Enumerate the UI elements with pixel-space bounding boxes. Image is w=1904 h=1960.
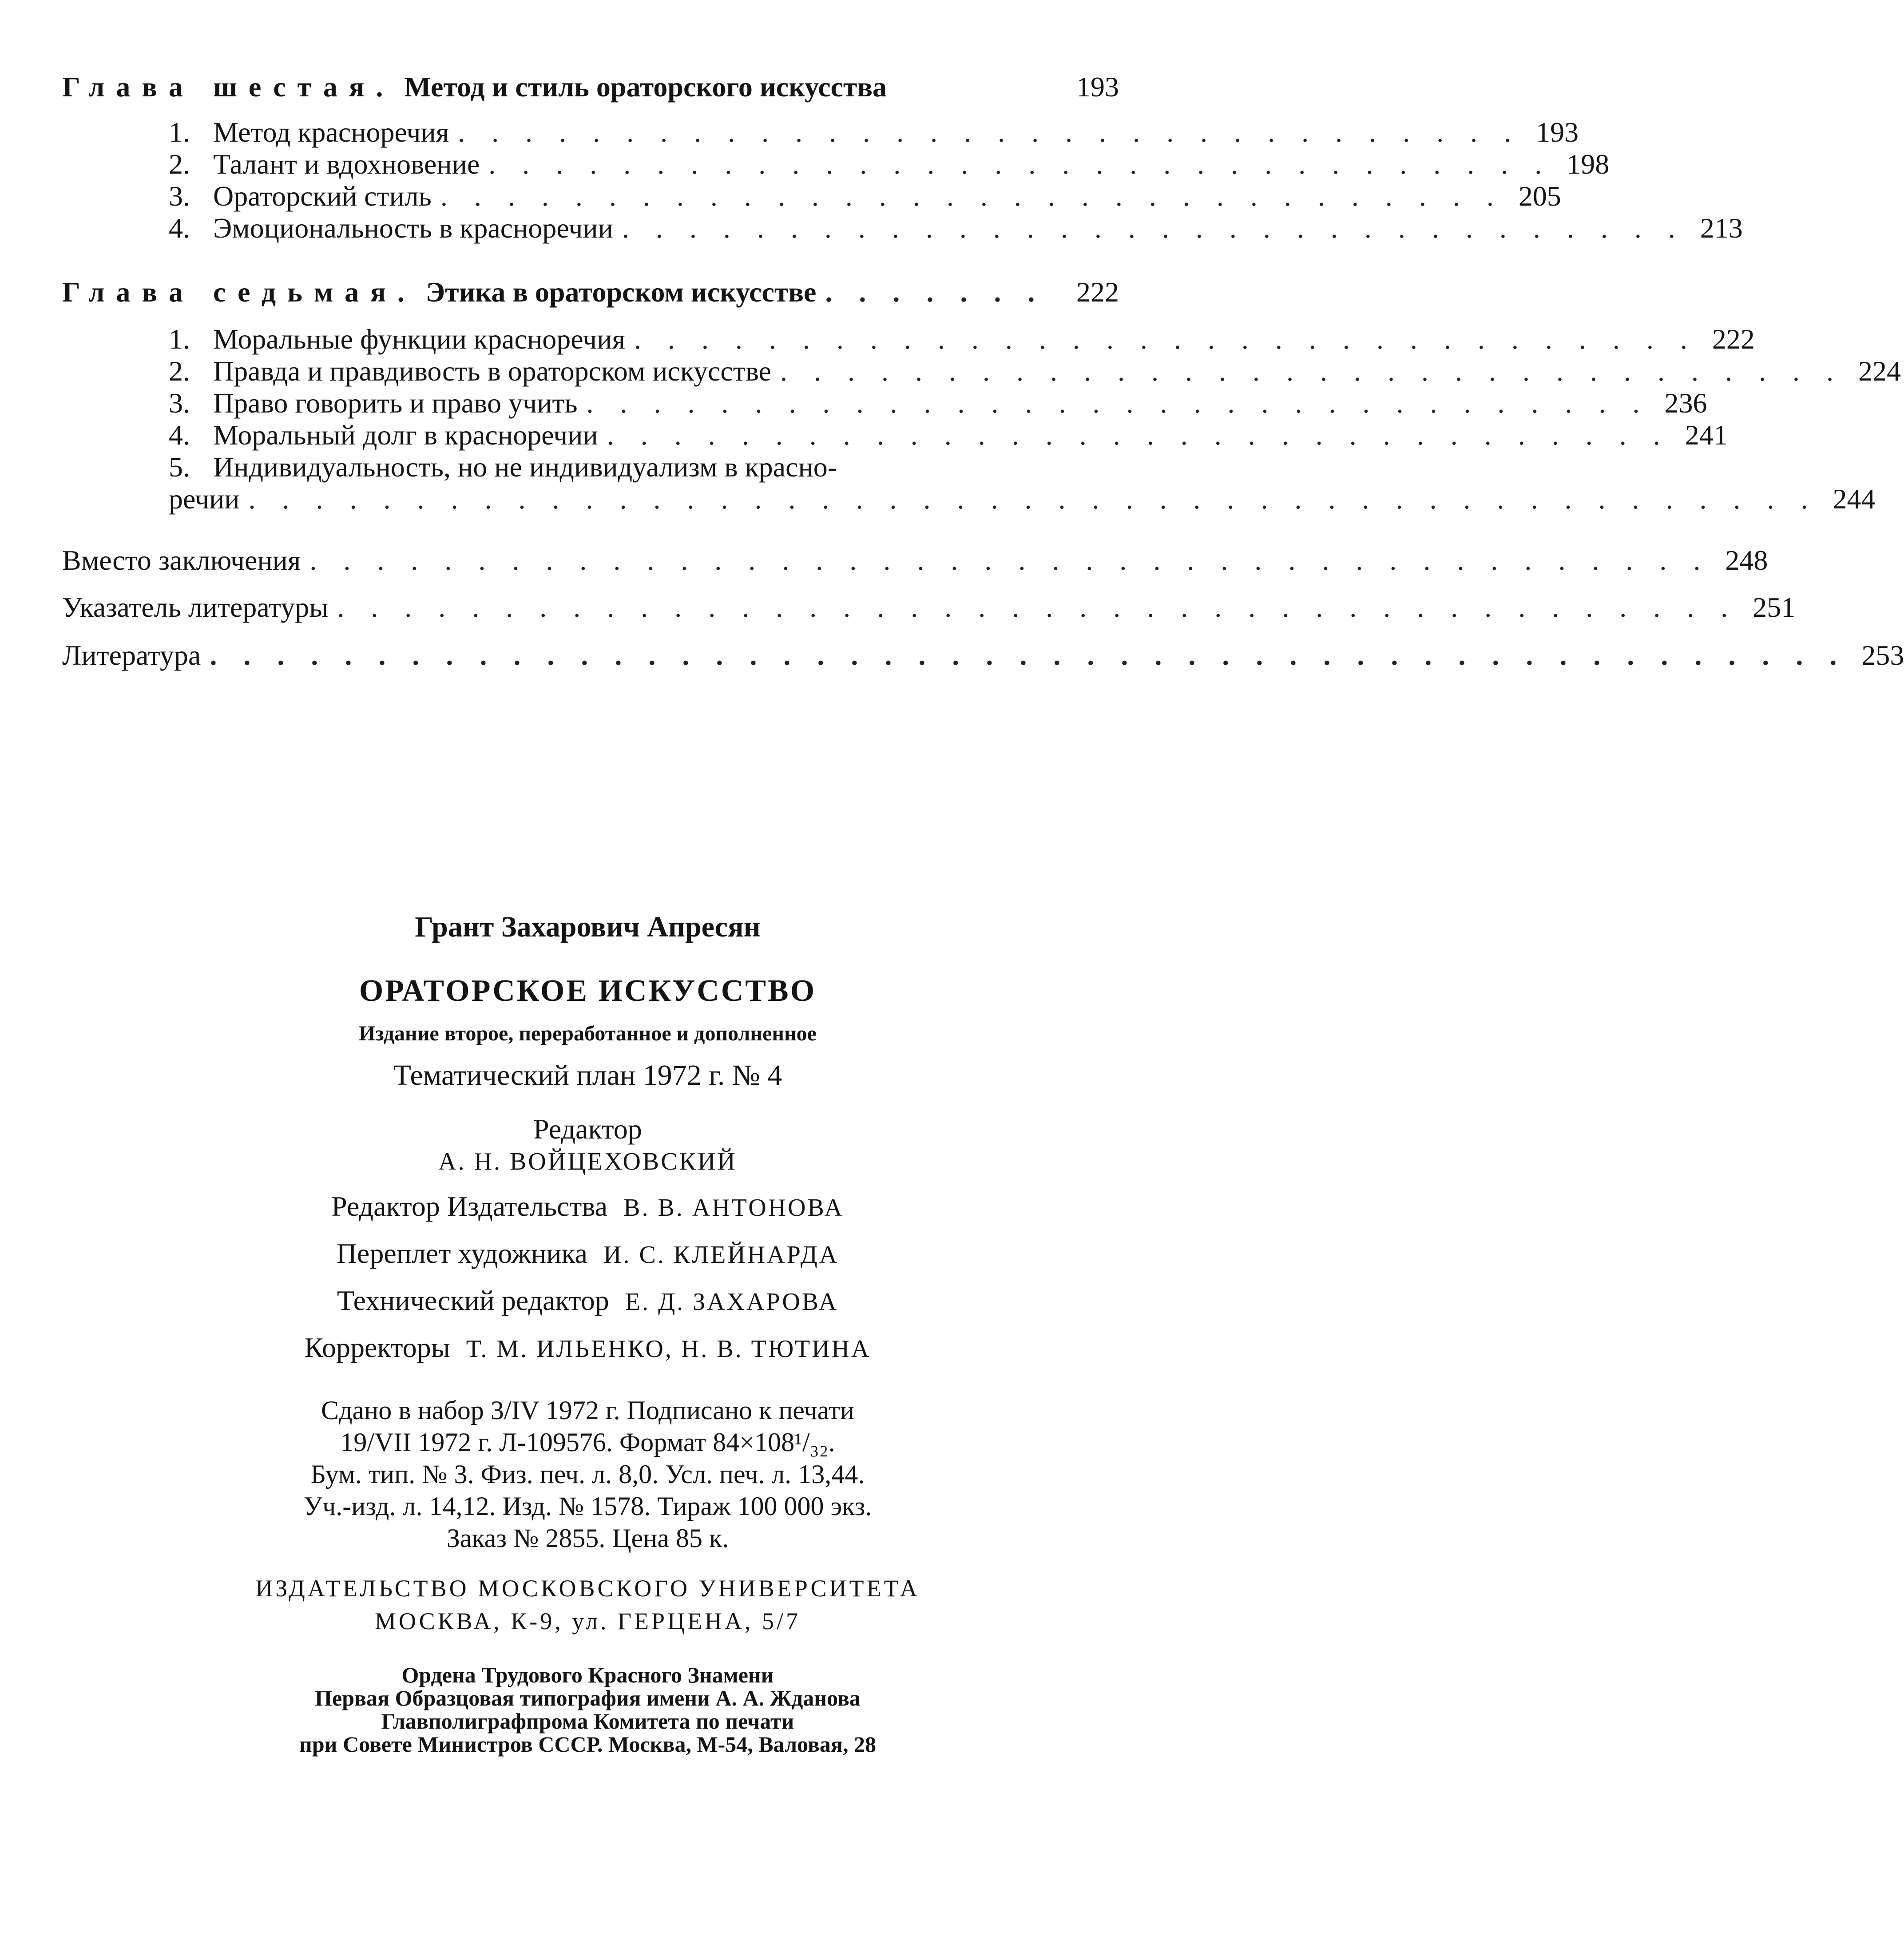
toc-item-title: Правда и правдивость в ораторском искусстве: [213, 355, 771, 387]
toc-item-page: 193: [1536, 116, 1579, 148]
toc-leader: . . . . . . . . . . . . . . . . . . . . . . . . . . . . . . . .: [586, 387, 1650, 419]
cover-artist-credit: [0, 1237, 1175, 1270]
toc-back-title: Литература: [62, 639, 201, 671]
toc-back-matter[interactable]: [62, 544, 1768, 576]
technical-editor-label: Технический редактор: [337, 1285, 609, 1316]
chapter-7-label: Глава седьмая.: [62, 276, 416, 308]
print-info-line: Уч.-изд. л. 14,12. Изд. № 1578. Тираж 100 000 экз.: [303, 1492, 872, 1521]
publishing-editor-name: В. В. АНТОНОВА: [623, 1194, 844, 1222]
correctors-label: Корректоры: [304, 1332, 450, 1363]
toc-item-number: 1.: [169, 323, 190, 355]
toc-back-matter[interactable]: [62, 639, 1904, 671]
toc-chapter-6[interactable]: [62, 71, 1119, 103]
toc-item-number: 4.: [169, 419, 190, 451]
publishing-editor-credit: [0, 1190, 1175, 1223]
print-info-line: 19/VII 1972 г. Л-109576. Формат 84×108¹/₃₂.: [340, 1428, 835, 1457]
toc-item-wrapped[interactable]: [169, 451, 1119, 483]
toc-item-page: 224: [1858, 355, 1901, 387]
toc-item[interactable]: [169, 180, 1561, 212]
toc-item-page: 213: [1700, 212, 1743, 244]
toc-item-continuation[interactable]: [169, 483, 1876, 515]
chapter-6-page: 193: [1076, 71, 1119, 103]
cover-artist-label: Переплет художника: [336, 1238, 588, 1269]
toc-leader: . . . . . . . . . . . . . . . . . . . . . . . . . . . . . . . . . . . . . . . . . .: [309, 544, 1710, 576]
toc-leader: . . . . . . . . . . . . . . . . . . . . . . . . . . . . . . . .: [634, 323, 1697, 355]
toc-item[interactable]: [169, 387, 1707, 419]
chapter-7-title: Этика в ораторском искусстве: [425, 276, 817, 308]
toc-leader: . . . . . . . . . . . . . . . . . . . . . . . . . . . . . . . . . . . . . . . . . .: [337, 591, 1738, 623]
chapter-7-page: 222: [1076, 276, 1119, 308]
toc-item[interactable]: [169, 355, 1901, 387]
toc-item-number: 1.: [169, 116, 190, 148]
toc-item-page: 205: [1518, 180, 1561, 212]
toc-item-title: Право говорить и право учить: [213, 387, 578, 419]
toc-back-title: Вместо заключения: [62, 544, 301, 576]
toc-item-page: 198: [1567, 148, 1610, 180]
technical-editor-credit: [0, 1284, 1175, 1317]
publisher-name: ИЗДАТЕЛЬСТВО МОСКОВСКОГО УНИВЕРСИТЕТА: [255, 1575, 920, 1602]
technical-editor-name: Е. Д. ЗАХАРОВА: [625, 1288, 839, 1316]
toc-leader: . . . . . . . . . . . . . . . . . . . . . . . . . . . . . . . .: [607, 419, 1670, 451]
book-title: ОРАТОРСКОЕ ИСКУССТВО: [359, 974, 817, 1008]
toc-back-page: 253: [1861, 639, 1904, 671]
toc-item[interactable]: [169, 116, 1579, 148]
editor-name: А. Н. ВОЙЦЕХОВСКИЙ: [438, 1148, 737, 1175]
printer-line: при Совете Министров СССР. Москва, М-54, Валовая, 28: [299, 1732, 876, 1757]
toc-leader: . . . . . . . . . . . . . . . . . . . . . . . . . . . . . . . . . . . . . . . . . . . . . . .: [248, 483, 1818, 515]
toc-item-title: Ораторский стиль: [213, 180, 432, 212]
toc-back-title: Указатель литературы: [62, 591, 329, 623]
cover-artist-name: И. С. КЛЕЙНАРДА: [603, 1241, 839, 1269]
print-info-line: Сдано в набор 3/IV 1972 г. Подписано к печати: [321, 1396, 855, 1425]
thematic-plan: Тематический план 1972 г. № 4: [393, 1059, 782, 1091]
toc-leader: . . . . . . . . . . . . . . . . . . . . . . . . . . . . . . . .: [622, 212, 1685, 244]
toc-item-number: 5.: [169, 451, 190, 483]
toc-item-title: Метод красноречия: [213, 116, 449, 148]
toc-leader: . . . . . . . . . . . . . . . . . . . . . . . . . . . . . . . .: [488, 148, 1552, 180]
toc-leader: . . . . . . . . . . . . . . . . . . . . . . . . . . . . . . . . . . . . . . . . . . . . . . . . .: [210, 639, 1847, 671]
toc-item-title: Индивидуальность, но не индивидуализм в красно-: [213, 451, 837, 483]
toc-item[interactable]: [169, 323, 1755, 355]
printer-line: Главполиграфпрома Комитета по печати: [381, 1709, 794, 1734]
toc-item-title-cont: речии: [169, 483, 240, 515]
printer-line: Ордена Трудового Красного Знамени: [401, 1662, 774, 1687]
toc-item-number: 3.: [169, 180, 190, 212]
editor-label: Редактор: [533, 1113, 642, 1145]
toc-item-title: Талант и вдохновение: [213, 148, 480, 180]
chapter-6-title: Метод и стиль ораторского искусства: [404, 71, 887, 103]
toc-item-page: 222: [1712, 323, 1755, 355]
author-name: Грант Захарович Апресян: [415, 911, 761, 943]
toc-item-page: 244: [1833, 483, 1876, 515]
toc-leader: . . . . . . . . . . . . . . . . . . . . . . . . . . . . . . . .: [440, 180, 1503, 212]
toc-item-title: Эмоциональность в красноречии: [213, 212, 613, 244]
chapter-6-label: Глава шестая.: [62, 71, 395, 103]
toc-item[interactable]: [169, 148, 1610, 180]
toc-back-matter[interactable]: [62, 591, 1796, 623]
edition-note: Издание второе, переработанное и дополненное: [359, 1022, 817, 1045]
toc-item[interactable]: [169, 212, 1743, 244]
toc-item-title: Моральный долг в красноречии: [213, 419, 598, 451]
toc-item-page: 241: [1685, 419, 1728, 451]
print-info-line: Бум. тип. № 3. Физ. печ. л. 8,0. Усл. печ. л. 13,44.: [310, 1460, 865, 1489]
publishing-editor-label: Редактор Издательства: [331, 1190, 608, 1222]
toc-leader: . . . . . . .: [825, 276, 1045, 308]
toc-back-page: 248: [1725, 544, 1768, 576]
correctors-names: Т. М. ИЛЬЕНКО, Н. В. ТЮТИНА: [466, 1335, 871, 1363]
toc-item[interactable]: [169, 419, 1728, 451]
toc-item-page: 236: [1664, 387, 1707, 419]
toc-item-number: 4.: [169, 212, 190, 244]
printer-line: Первая Образцовая типография имени А. А. Жданова: [315, 1686, 861, 1710]
toc-item-title: Моральные функции красноречия: [213, 323, 625, 355]
toc-item-number: 2.: [169, 355, 190, 387]
toc-back-page: 251: [1753, 591, 1796, 623]
toc-leader: . . . . . . . . . . . . . . . . . . . . . . . . . . . . . . . .: [780, 355, 1843, 387]
toc-item-number: 3.: [169, 387, 190, 419]
print-info-line: Заказ № 2855. Цена 85 к.: [446, 1524, 729, 1553]
toc-leader: . . . . . . . . . . . . . . . . . . . . . . . . . . . . . . . .: [458, 116, 1521, 148]
toc-item-number: 2.: [169, 148, 190, 180]
correctors-credit: [0, 1331, 1175, 1364]
toc-chapter-7[interactable]: [62, 276, 1119, 308]
publisher-address: МОСКВА, К-9, ул. ГЕРЦЕНА, 5/7: [374, 1608, 801, 1635]
